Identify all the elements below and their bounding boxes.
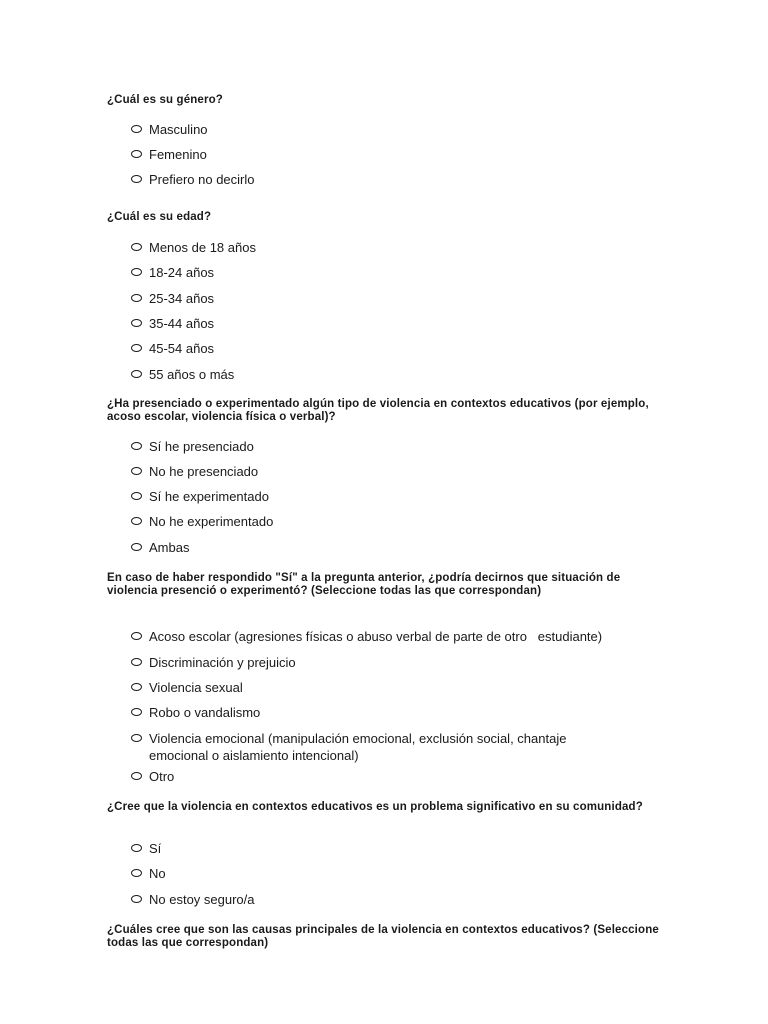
radio-circle-icon[interactable] bbox=[131, 442, 142, 450]
radio-circle-icon[interactable] bbox=[131, 150, 142, 158]
option-label: 18-24 años bbox=[149, 265, 215, 280]
option-label: 55 años o más bbox=[149, 367, 235, 382]
option-age-18-24[interactable] bbox=[131, 264, 671, 281]
option-age-45-54[interactable] bbox=[131, 340, 671, 357]
option-label: Sí he experimentado bbox=[149, 489, 269, 504]
option-no-seguro[interactable] bbox=[131, 891, 671, 908]
option-label: No estoy seguro/a bbox=[149, 892, 255, 907]
option-masculino[interactable] bbox=[131, 121, 671, 138]
radio-circle-icon[interactable] bbox=[131, 869, 142, 877]
radio-circle-icon[interactable] bbox=[131, 370, 142, 378]
option-label: Ambas bbox=[149, 540, 190, 555]
option-label: No he experimentado bbox=[149, 514, 274, 529]
option-label: 35-44 años bbox=[149, 316, 215, 331]
radio-circle-icon[interactable] bbox=[131, 632, 142, 640]
radio-circle-icon[interactable] bbox=[131, 543, 142, 551]
option-label: Femenino bbox=[149, 147, 207, 162]
option-label: Masculino bbox=[149, 122, 208, 137]
option-ambas[interactable] bbox=[131, 539, 671, 556]
option-robo-vandalismo[interactable] bbox=[131, 704, 671, 721]
option-si-experimentado[interactable] bbox=[131, 488, 671, 505]
radio-circle-icon[interactable] bbox=[131, 492, 142, 500]
radio-circle-icon[interactable] bbox=[131, 344, 142, 352]
question-violence-experience: ¿Ha presenciado o experimentado algún tipo de violencia en contextos educativos (por ejemplo, acoso escolar, violencia física o verbal)? bbox=[107, 398, 649, 423]
radio-circle-icon[interactable] bbox=[131, 658, 142, 666]
question-age: ¿Cuál es su edad? bbox=[107, 211, 212, 223]
option-no[interactable] bbox=[131, 865, 671, 882]
option-no-experimentado[interactable] bbox=[131, 513, 671, 530]
option-label: Otro bbox=[149, 769, 175, 784]
option-label: Acoso escolar (agresiones físicas o abuso verbal de parte de otro estudiante) bbox=[149, 629, 603, 644]
option-no-presenciado[interactable] bbox=[131, 463, 671, 480]
option-label: Robo o vandalismo bbox=[149, 705, 261, 720]
option-label: 45-54 años bbox=[149, 341, 215, 356]
option-label: Prefiero no decirlo bbox=[149, 172, 255, 187]
option-violencia-sexual[interactable] bbox=[131, 679, 671, 696]
option-prefiero-no-decirlo[interactable] bbox=[131, 171, 671, 188]
radio-circle-icon[interactable] bbox=[131, 294, 142, 302]
radio-circle-icon[interactable] bbox=[131, 708, 142, 716]
radio-circle-icon[interactable] bbox=[131, 268, 142, 276]
option-label: Violencia emocional (manipulación emocional, exclusión social, chantaje emocional o aislamiento intencional) bbox=[149, 731, 571, 763]
option-label: No bbox=[149, 866, 166, 881]
option-label: Menos de 18 años bbox=[149, 240, 256, 255]
question-significant-problem: ¿Cree que la violencia en contextos educativos es un problema significativo en su comunidad? bbox=[107, 801, 643, 813]
option-label: 25-34 años bbox=[149, 291, 215, 306]
option-si-presenciado[interactable] bbox=[131, 438, 671, 455]
radio-circle-icon[interactable] bbox=[131, 243, 142, 251]
radio-circle-icon[interactable] bbox=[131, 844, 142, 852]
question-main-causes: ¿Cuáles cree que son las causas principales de la violencia en contextos educativos? (Seleccione todas las que correspondan) bbox=[107, 924, 659, 949]
option-label: Sí he presenciado bbox=[149, 439, 254, 454]
radio-circle-icon[interactable] bbox=[131, 125, 142, 133]
option-label: Discriminación y prejuicio bbox=[149, 655, 296, 670]
question-violence-type: En caso de haber respondido "Sí" a la pregunta anterior, ¿podría decirnos que situación de violencia presenció o experimentó? (Seleccione todas las que correspondan) bbox=[107, 572, 621, 597]
option-violencia-emocional[interactable] bbox=[131, 730, 601, 764]
option-femenino[interactable] bbox=[131, 146, 671, 163]
radio-circle-icon[interactable] bbox=[131, 319, 142, 327]
radio-circle-icon[interactable] bbox=[131, 734, 142, 742]
radio-circle-icon[interactable] bbox=[131, 895, 142, 903]
option-age-55-plus[interactable] bbox=[131, 366, 671, 383]
option-discriminacion[interactable] bbox=[131, 654, 671, 671]
option-age-25-34[interactable] bbox=[131, 290, 671, 307]
radio-circle-icon[interactable] bbox=[131, 683, 142, 691]
question-gender: ¿Cuál es su género? bbox=[107, 94, 223, 106]
option-label: Sí bbox=[149, 841, 162, 856]
option-si[interactable] bbox=[131, 840, 671, 857]
option-age-35-44[interactable] bbox=[131, 315, 671, 332]
option-acoso-escolar[interactable] bbox=[131, 628, 671, 645]
option-age-under-18[interactable] bbox=[131, 239, 671, 256]
radio-circle-icon[interactable] bbox=[131, 467, 142, 475]
radio-circle-icon[interactable] bbox=[131, 175, 142, 183]
option-label: Violencia sexual bbox=[149, 680, 243, 695]
option-label: No he presenciado bbox=[149, 464, 259, 479]
radio-circle-icon[interactable] bbox=[131, 772, 142, 780]
radio-circle-icon[interactable] bbox=[131, 517, 142, 525]
option-otro[interactable] bbox=[131, 768, 671, 785]
